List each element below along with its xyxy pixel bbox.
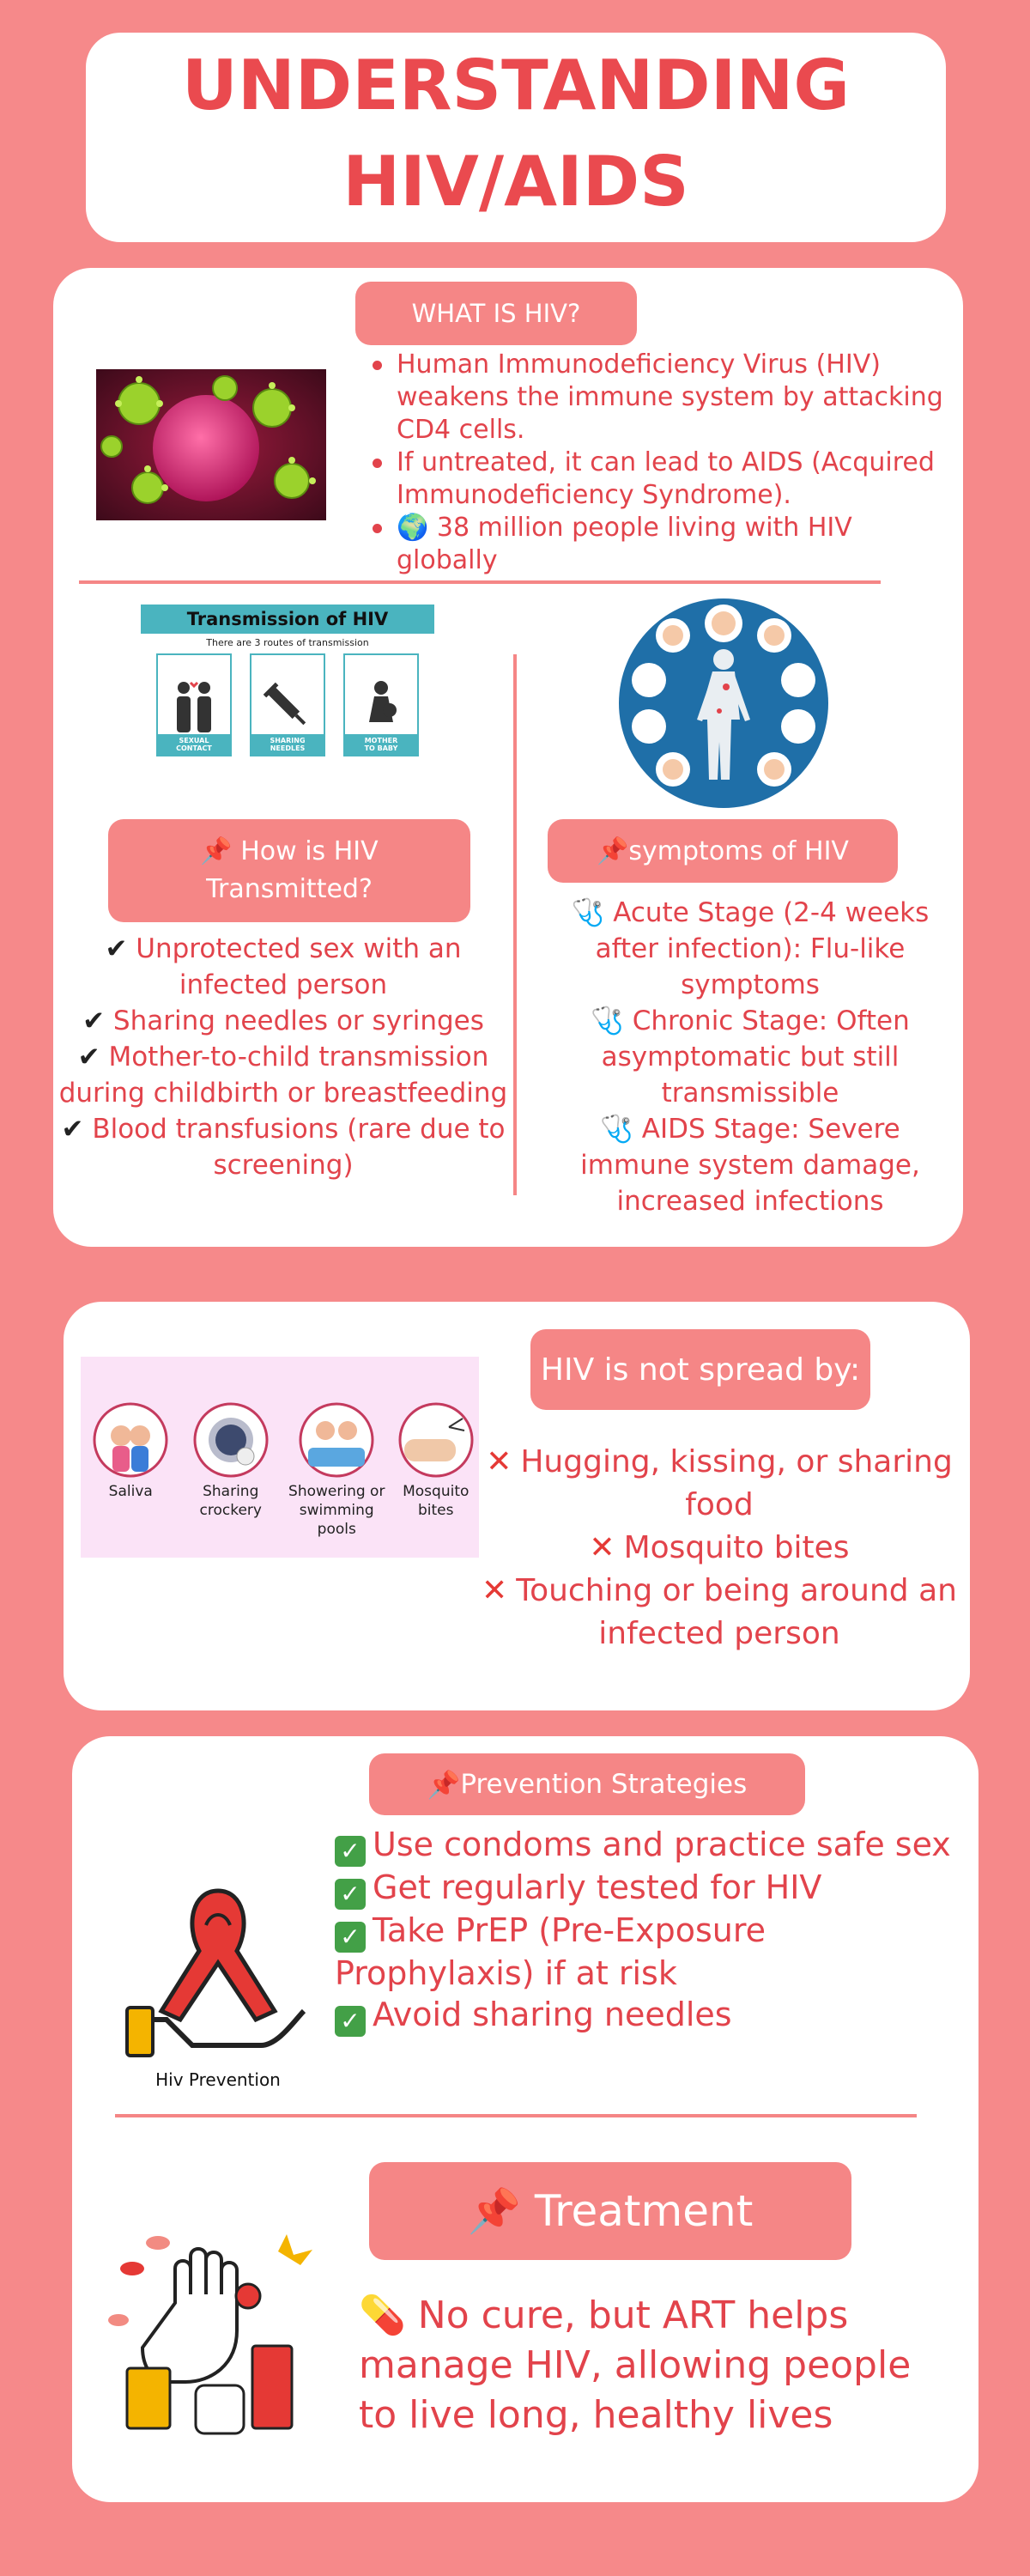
list-item: ✕ Hugging, kissing, or sharing food [486,1444,953,1522]
stethoscope-icon: 🩺 [591,1005,624,1036]
pushpin-icon: 📌 [597,835,629,866]
list-item: ✔ Blood transfusions (rare due to screening) [61,1114,506,1181]
checkmark-icon: ✔ [105,933,128,964]
green-check-icon: ✓ [335,2006,366,2037]
column-divider [513,654,517,1195]
list-item: 🩺 Acute Stage (2-4 weeks after infection): Flu-like symptoms [571,897,930,1000]
title-card [86,33,946,242]
hiv-info-card [53,268,963,1247]
illustration-showering: Showering or swimming pools [281,1401,392,1539]
list-item: ✓ Use condoms and practice safe sex [335,1824,953,1867]
virus-image [96,369,326,520]
not-spread-list [470,1441,968,1656]
checkmark-icon: ✔ [61,1114,84,1145]
syringe-icon [262,679,313,734]
treatment-heading: 📌 Treatment [369,2162,851,2260]
transmission-graphic-subtitle: There are 3 routes of transmission [206,637,369,648]
list-item: ✔ Unprotected sex with an infected person [105,933,462,1000]
page-title [86,38,946,230]
prevention-list [335,1824,953,2037]
green-check-icon: ✓ [335,1879,366,1910]
hiv-prevention-icon [124,1874,312,2105]
red-ribbon-icon [124,1874,312,2063]
section-divider [79,580,881,584]
route-sexual-contact: SEXUAL CONTACT [156,653,232,756]
globe-icon: 🌍 [397,513,429,543]
transmission-graphic-title: Transmission of HIV [141,605,434,634]
symptoms-body-graphic [618,598,829,809]
stethoscope-icon: 🩺 [600,1114,633,1145]
list-item: ✓ Get regularly tested for HIV [335,1867,953,1910]
transmitted-heading: 📌 How is HIV Transmitted? [108,819,470,922]
transmitted-list [53,931,513,1183]
section-divider [115,2114,917,2117]
green-check-icon: ✓ [335,1922,366,1953]
pushpin-icon: 📌 [467,2185,521,2236]
not-spread-heading: HIV is not spread by: [530,1329,870,1410]
what-is-hiv-heading: WHAT IS HIV? [355,282,637,345]
title-line-1: UNDERSTANDING [181,46,851,125]
list-item: 🩺 AIDS Stage: Severe immune system damage, increased infections [580,1114,920,1217]
cross-mark-icon: ✕ [486,1444,512,1479]
list-item: ✕ Mosquito bites [589,1530,850,1565]
treatment-text: 💊 No cure, but ART helps manage HIV, allowing people to live long, healthy lives [359,2293,912,2437]
illustration-saliva: Saliva [81,1401,180,1539]
cross-mark-icon: ✕ [589,1530,615,1565]
prevention-treatment-card [72,1736,978,2502]
title-line-2: HIV/AIDS [342,142,689,222]
pregnant-icon [355,679,407,734]
route-sharing-needles: SHARING NEEDLES [250,653,325,756]
list-item: ✔ Mother-to-child transmission during childbirth or breastfeeding [58,1042,508,1109]
list-item: ✔ Sharing needles or syringes [82,1005,484,1036]
pushpin-icon: 📌 [427,1769,461,1801]
symptoms-heading: 📌 symptoms of HIV [548,819,898,883]
list-item: Human Immunodeficiency Virus (HIV) weakens the immune system by attacking CD4 cells. [397,349,960,447]
treatment-illustration [106,2217,333,2451]
illustration-crockery: Sharing crockery [181,1401,281,1539]
list-item: 🌍 38 million people living with HIV globally [397,512,960,577]
not-spread-card [64,1302,970,1710]
list-item: ✓ Avoid sharing needles [335,1994,953,2037]
list-item: 🩺 Chronic Stage: Often asymptomatic but still transmissible [591,1005,910,1109]
pill-icon: 💊 [359,2293,406,2337]
stethoscope-icon: 🩺 [571,897,605,928]
illustration-mosquito: Mosquito bites [393,1401,479,1539]
not-spread-illustration [81,1357,479,1558]
transmission-graphic [137,598,438,766]
symptoms-list [544,895,956,1219]
list-item: ✓ Take PrEP (Pre-Exposure Prophylaxis) if at risk [335,1911,766,1992]
prevention-heading: 📌 Prevention Strategies [369,1753,805,1815]
green-check-icon: ✓ [335,1836,366,1867]
cross-mark-icon: ✕ [482,1573,508,1608]
list-item: If untreated, it can lead to AIDS (Acquired Immunodeficiency Syndrome). [397,447,960,512]
couple-icon [168,679,220,734]
what-is-hiv-list [367,349,960,577]
hiv-prevention-caption: Hiv Prevention [155,2069,281,2090]
route-mother-to-baby: MOTHER TO BABY [343,653,419,756]
checkmark-icon: ✔ [82,1005,106,1036]
checkmark-icon: ✔ [77,1042,100,1072]
pushpin-icon: 📌 [200,836,233,866]
list-item: ✕ Touching or being around an infected person [482,1573,957,1651]
